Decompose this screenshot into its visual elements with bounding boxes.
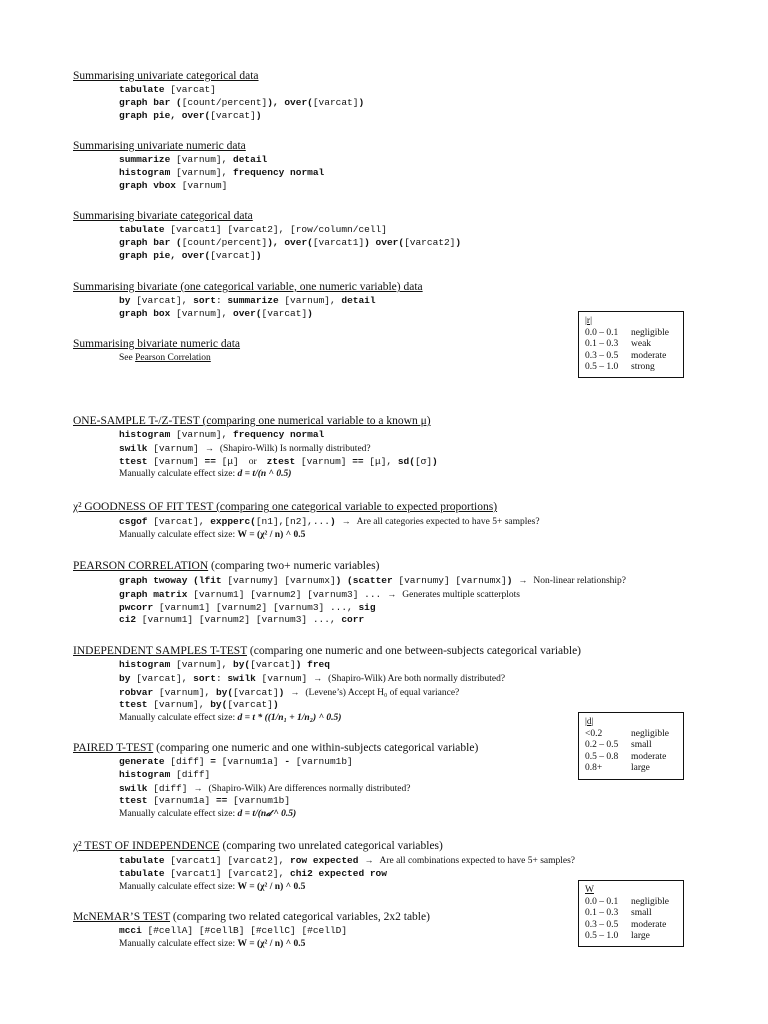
effect-size-note: Manually calculate effect size: W = (χ² / n) ^ 0.5 <box>119 529 306 540</box>
box-row: 0.5 – 1.0 strong <box>585 362 655 372</box>
effect-size-note: Manually calculate effect size: d = t/(n ^ 0.5) <box>119 469 292 480</box>
section-bivariate-categorical <box>73 209 713 262</box>
box-row: 0.1 – 0.3 small <box>585 908 652 918</box>
code-line: generate [diff] = [varnum1a] - [varnum1b] <box>119 756 353 767</box>
code-line: graph matrix [varnum1] [varnum2] [varnum3] ... → Generates multiple scatterplots <box>119 588 520 600</box>
section-goodness-of-fit <box>73 500 713 542</box>
box-row: 0.5 – 1.0 large <box>585 931 650 941</box>
code-line: graph pie, over([varcat]) <box>119 249 262 261</box>
code-line: graph bar ([count/percent]), over([varcat1]) over([varcat2]) <box>119 236 462 248</box>
section-title: χ² GOODNESS OF FIT TEST (comparing one categorical variable to expected proportions) <box>73 501 498 513</box>
section-paired-t-test <box>73 741 713 821</box>
code-line: robvar [varnum], by([varcat]) → (Levene’s) Accept H₀ of equal variance? <box>119 686 460 698</box>
code-line: tabulate [varcat1] [varcat2], chi2 expected row <box>119 867 387 879</box>
code-line: ci2 [varnum1] [varnum2] [varnum3] ..., corr <box>119 614 365 626</box>
box-row: 0.5 – 0.8 moderate <box>585 751 667 762</box>
section-title: PAIRED T-TEST (comparing one numeric and one within-subjects categorical variable) <box>73 742 479 754</box>
section-title: Summarising bivariate numeric data <box>73 338 241 350</box>
code-line: pwcorr [varnum1] [varnum2] [varnum3] ..., sig <box>119 601 376 613</box>
code-line: graph pie, over([varcat]) <box>119 109 262 121</box>
code-line: graph twoway (lfit [varnumy] [varnumx]) (scatter [varnumy] [varnumx]) → Non-linear relationship? <box>119 575 626 586</box>
section-univariate-categorical <box>73 69 713 122</box>
code-line: tabulate [varcat1] [varcat2], row expected → Are all combinations expected to have 5+ samples? <box>119 855 576 866</box>
code-line: swilk [diff] → (Shapiro-Wilk) Are differences normally distributed? <box>119 782 411 794</box>
code-line: histogram [varnum], frequency normal <box>119 166 325 178</box>
code-line: by [varcat], sort: summarize [varnum], detail <box>119 295 376 306</box>
code-line: graph vbox [varnum] <box>119 179 228 191</box>
effect-size-note: Manually calculate effect size: d = t * ((1/n₁ + 1/n₂) ^ 0.5) <box>119 713 342 724</box>
arrow-icon: → <box>193 782 203 793</box>
effect-size-note: Manually calculate effect size: W = (χ² / n) ^ 0.5 <box>119 938 306 949</box>
section-title: Summarising bivariate categorical data <box>73 210 253 222</box>
code-line: ttest [varnum] == [μ] or ztest [varnum] == [μ], sd([σ]) <box>119 455 438 467</box>
code-line: histogram [diff] <box>119 768 211 780</box>
section-mcnemar-test <box>73 910 713 951</box>
section-title: Summarising univariate numeric data <box>73 140 246 152</box>
section-univariate-numeric <box>73 139 713 192</box>
box-row: 0.3 – 0.5 moderate <box>585 919 667 930</box>
code-line: graph bar ([count/percent]), over([varcat]) <box>119 96 365 108</box>
arrow-icon: → <box>518 575 528 585</box>
section-title: χ² TEST OF INDEPENDENCE (comparing two unrelated categorical variables) <box>73 840 443 852</box>
arrow-icon: → <box>313 672 323 683</box>
section-pearson-correlation <box>73 559 713 627</box>
section-title: PEARSON CORRELATION (comparing two+ numeric variables) <box>73 560 380 572</box>
section-title: INDEPENDENT SAMPLES T-TEST (comparing one numeric and one between-subjects categorical variable) <box>73 645 582 657</box>
arrow-icon: → <box>364 855 374 865</box>
box-title: |d| <box>585 717 594 727</box>
effect-size-note: Manually calculate effect size: W = (χ² / n) ^ 0.5 <box>119 881 306 892</box>
box-row: <0.2 negligible <box>585 728 669 739</box>
arrow-icon: → <box>341 516 351 526</box>
box-row: 0.0 – 0.1 negligible <box>585 896 669 907</box>
code-line: swilk [varnum] → (Shapiro-Wilk) Is normally distributed? <box>119 442 371 454</box>
arrow-icon: → <box>290 686 300 697</box>
code-line: graph box [varnum], over([varcat]) <box>119 307 313 319</box>
see-line: See Pearson Correlation <box>119 353 211 363</box>
section-title: McNEMAR’S TEST (comparing two related categorical variables, 2x2 table) <box>73 911 430 923</box>
section-title: Summarising univariate categorical data <box>73 70 259 82</box>
code-line: ttest [varnum1a] == [varnum1b] <box>119 795 291 807</box>
arrow-icon: → <box>204 442 214 453</box>
section-title: ONE-SAMPLE T-/Z-TEST (comparing one numerical variable to a known μ) <box>73 415 431 427</box>
box-row: 0.8+ large <box>585 763 650 773</box>
box-row: 0.0 – 0.1 negligible <box>585 327 669 338</box>
section-title: Summarising bivariate (one categorical variable, one numeric variable) data <box>73 281 423 293</box>
code-line: histogram [varnum], by([varcat]) freq <box>119 659 330 670</box>
code-line: mcci [#cellA] [#cellB] [#cellC] [#cellD] <box>119 925 348 936</box>
code-line: histogram [varnum], frequency normal <box>119 429 325 440</box>
code-line: tabulate [varcat1] [varcat2], [row/column/cell] <box>119 224 387 235</box>
code-line: tabulate [varcat] <box>119 84 216 95</box>
box-row: 0.1 – 0.3 weak <box>585 339 652 349</box>
section-one-sample-t-test <box>73 414 713 481</box>
code-line: by [varcat], sort: swilk [varnum] → (Shapiro-Wilk) Are both normally distributed? <box>119 672 506 684</box>
box-row: 0.2 – 0.5 small <box>585 740 652 750</box>
box-title: W <box>585 885 594 895</box>
code-line: csgof [varcat], expperc([n1],[n2],...) → Are all categories expected to have 5+ samples? <box>119 516 540 527</box>
arrow-icon: → <box>387 588 397 599</box>
code-line: ttest [varnum], by([varcat]) <box>119 699 279 711</box>
code-line: summarize [varnum], detail <box>119 154 268 165</box>
box-row: 0.3 – 0.5 moderate <box>585 350 667 361</box>
box-title: |r| <box>585 316 592 326</box>
pearson-correlation-link[interactable]: Pearson Correlation <box>135 353 211 363</box>
effect-size-note: Manually calculate effect size: d = t/(n𝒹 ^ 0.5) <box>119 809 297 820</box>
effect-size-box-r <box>578 311 684 378</box>
